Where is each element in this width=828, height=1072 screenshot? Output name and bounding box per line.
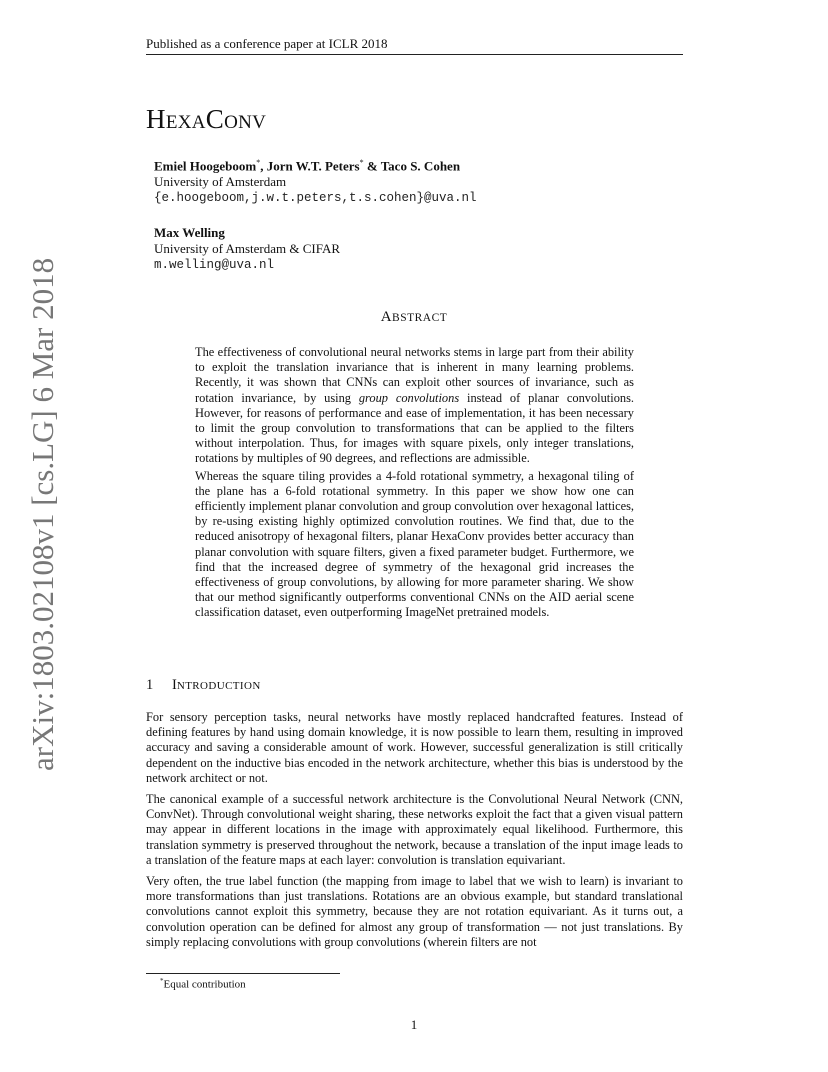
abstract-heading [0, 309, 828, 326]
running-header: Published as a conference paper at ICLR 2018 [146, 36, 388, 51]
author-name-c: & Taco S. Cohen [363, 158, 461, 174]
body-paragraph-2: The canonical example of a successful network architecture is the Convolutional Neural Network (CNN, ConvNet). Through convolutional weight sharing, these networks exploit the fact that a given visual pattern may appear in different locations in the image with approximately equal likelihood. Furthermore, this translation symmetry is preserved throughout the network, because a translation of the input image leads to a translation of the feature maps at each layer: convolution is translation equivariant. [146, 792, 683, 867]
author-affiliation: University of Amsterdam [154, 174, 287, 190]
arxiv-stamp-text: arXiv:1803.02108v1 [cs.LG] 6 Mar 2018 [25, 257, 60, 771]
section-heading [146, 677, 261, 694]
abstract-text: The effectiveness of convolutional neural networks stems in large part from their ability to exploit the translation invariance that is inherent in many learning problems. Recently, it was shown that CNNs can exploit other sources of invariance, such as rotation invariance, by using [195, 345, 634, 405]
header-rule [146, 54, 683, 55]
author-names [154, 155, 477, 174]
footnote-rule [146, 973, 340, 974]
abstract-emphasis: group convolutions [358, 390, 460, 405]
page-number: 1 [410, 1017, 418, 1032]
title-cap-1: H [146, 104, 166, 134]
abstract-heading-cap: A [380, 309, 393, 325]
paper-title [146, 104, 266, 135]
abstract-paragraph-2: Whereas the square tiling provides a 4-fold rotational symmetry, a hexagonal tiling of the plane has a 6-fold rotational symmetry. In this paper we show how one can efficiently implement planar convolution and group convolution over hexagonal lattices, by re-using existing highly optimized convolution routines. We find that, due to the reduced anisotropy of hexagonal filters, planar HexaConv provides better accuracy than planar convolution with square filters, given a fixed parameter budget. Furthermore, we find that the increased degree of symmetry of the hexagonal grid increases the effectiveness of group convolutions, by allowing for more parameter sharing. We show that our method significantly outperforms conventional CNNs on the AID aerial scene classification dataset, even outperforming ImageNet pretrained models. [195, 468, 634, 620]
arxiv-stamp [25, 257, 61, 771]
section-body [146, 710, 683, 956]
abstract-paragraph-1 [195, 345, 634, 467]
abstract-heading-rest: BSTRACT [392, 312, 448, 324]
section-number: 1 [146, 677, 154, 693]
author-name-b: , Jorn W.T. Peters [260, 158, 360, 174]
title-cap-2: C [205, 104, 225, 134]
author-block-1 [154, 155, 477, 206]
author-name-a: Emiel Hoogeboom [154, 158, 257, 174]
footnote-text: Equal contribution [163, 978, 246, 991]
section-title-cap: I [172, 677, 177, 693]
body-paragraph-1: For sensory perception tasks, neural networks have mostly replaced handcrafted features. Instead of defining features by hand using domain knowledge, it is now possible to learn them, resulting in improved accuracy and saving a considerable amount of work. However, successful generalization is still critically dependent on the inductive bias encoded in the network architecture, whether this bias is understood by the network architect or not. [146, 710, 683, 785]
author-affiliation: University of Amsterdam & CIFAR [154, 241, 341, 256]
footnote [160, 977, 246, 991]
abstract-body [195, 345, 634, 621]
equal-contrib-mark: * [256, 158, 261, 167]
author-block-2 [154, 225, 340, 273]
footnote-mark: * [160, 977, 164, 985]
title-smallcaps-2: ONV [224, 112, 267, 133]
author-email[interactable]: {e.hoogeboom,j.w.t.peters,t.s.cohen}@uva.nl [154, 191, 477, 206]
author-email[interactable]: m.welling@uva.nl [154, 258, 275, 272]
author-name: Max Welling [154, 225, 225, 240]
section-title-rest: NTRODUCTION [176, 680, 261, 692]
body-paragraph-3: Very often, the true label function (the mapping from image to label that we wish to learn) is invariant to more transformations than just translations. Rotations are an obvious example, but standard translational convolutions cannot exploit this symmetry, because they are not rotation equivariant. As it turns out, a convolution operation can be defined for almost any group of transformation — not just translations. By simply replacing convolutions with group convolutions (wherein filters are not [146, 874, 683, 949]
title-smallcaps-1: EXA [165, 112, 206, 133]
equal-contrib-mark-2: * [359, 158, 364, 167]
abstract-text: instead of planar convolutions. However, for reasons of performance and ease of implementation, it has been necessary to limit the group convolution to transformations that can be applied to the filters without interpolation. Thus, for images with square pixels, only integer translations, rotations by multiples of 90 degrees, and reflections are admissible. [195, 390, 635, 466]
